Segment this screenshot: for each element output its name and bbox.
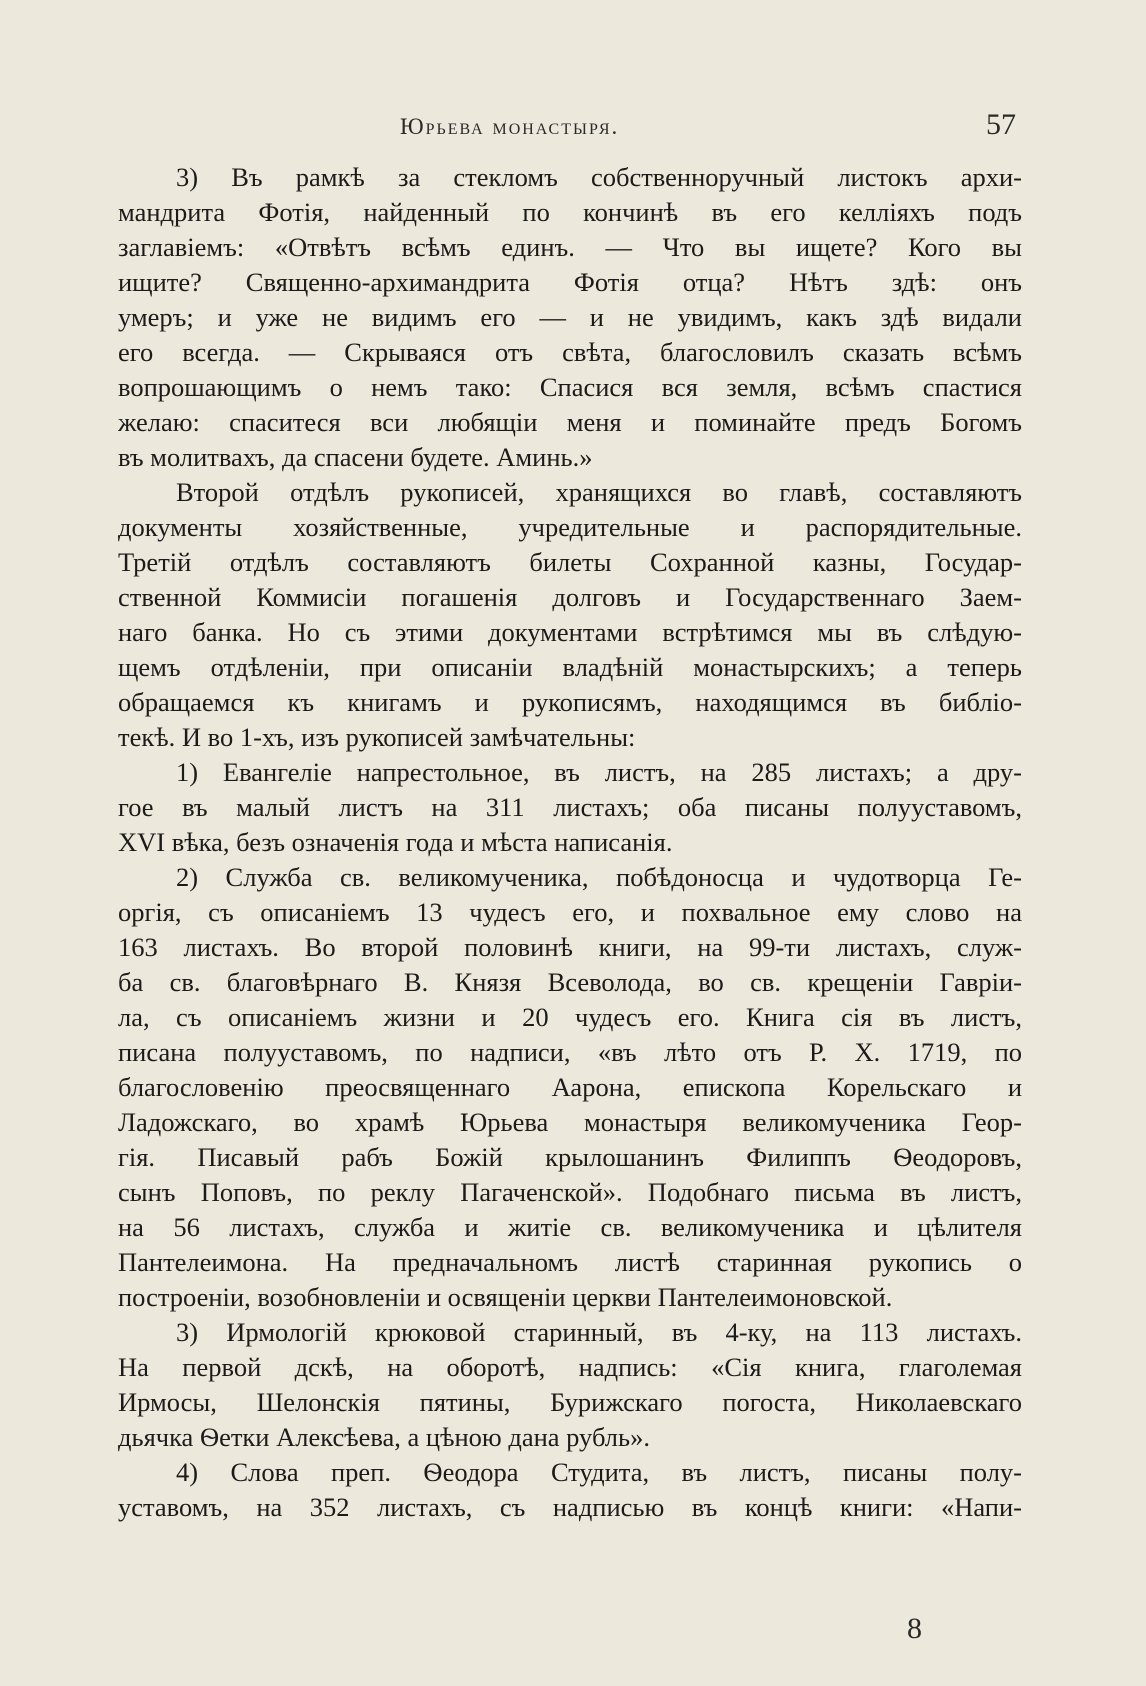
signature-mark: 8 <box>907 1612 922 1645</box>
page-number: 57 <box>986 108 1016 141</box>
text-line: гія. Писавый рабъ Божій крылошанинъ Филиппъ Ѳеодоровъ, <box>118 1142 1022 1172</box>
text-line: XVI вѣка, безъ означенія года и мѣста написанія. <box>118 827 673 857</box>
text-line: благословенію преосвященнаго Аарона, епископа Корельскаго и <box>118 1072 1022 1102</box>
text-line: въ молитвахъ, да спасени будете. Аминь.» <box>118 442 593 472</box>
text-line: Ирмосы, Шелонскія пятины, Бурижскаго погоста, Николаевскаго <box>118 1387 1022 1417</box>
text-line: 3) Въ рамкѣ за стекломъ собственноручный листокъ архи- <box>176 162 1022 192</box>
text-line: наго банка. Но съ этими документами встрѣтимся мы въ слѣдую- <box>118 617 1022 647</box>
text-line: ищите? Священно-архимандрита Фотія отца? Нѣтъ здѣ: онъ <box>118 267 1022 297</box>
text-line: На первой дскѣ, на оборотѣ, надпись: «Сія книга, глаголемая <box>118 1352 1022 1382</box>
text-line: заглавіемъ: «Отвѣтъ всѣмъ единъ. — Что вы ищете? Кого вы <box>118 232 1022 262</box>
text-line: документы хозяйственные, учредительные и распорядительные. <box>118 512 1022 542</box>
text-line: 4) Слова преп. Ѳеодора Студита, въ листъ, писаны полу- <box>176 1457 1022 1487</box>
text-line: на 56 листахъ, служба и житіе св. великомученика и цѣлителя <box>118 1212 1022 1242</box>
text-line: Второй отдѣлъ рукописей, хранящихся во главѣ, составляютъ <box>176 477 1022 507</box>
text-line: Третій отдѣлъ составляютъ билеты Сохранной казны, Государ- <box>118 547 1022 577</box>
text-line: вопрошающимъ о немъ тако: Спасися вся земля, всѣмъ спастися <box>118 372 1022 402</box>
text-line: писана полууставомъ, по надписи, «въ лѣто отъ Р. Х. 1719, по <box>118 1037 1022 1067</box>
text-line: мандрита Фотія, найденный по кончинѣ въ его келліяхъ подъ <box>118 197 1022 227</box>
text-line: 2) Служба св. великомученика, побѣдоносца и чудотворца Ге- <box>176 862 1022 892</box>
text-line: гое въ малый листъ на 311 листахъ; оба писаны полууставомъ, <box>118 792 1022 822</box>
page-body <box>118 160 1022 1525</box>
text-line: желаю: спаситеся вси любящіи меня и поминайте предъ Богомъ <box>118 407 1022 437</box>
running-head: Юрьева монастыря. <box>400 114 620 139</box>
page-header <box>0 108 1146 148</box>
text-line: Пантелеимона. На предначальномъ листѣ старинная рукопись о <box>118 1247 1022 1277</box>
text-line: Ладожскаго, во храмѣ Юрьева монастыря великомученика Геор- <box>118 1107 1022 1137</box>
text-line: ла, съ описаніемъ жизни и 20 чудесъ его. Книга сія въ листъ, <box>118 1002 1022 1032</box>
text-line: построеніи, возобновленіи и освященіи церкви Пантелеимоновской. <box>118 1282 893 1312</box>
text-line: уставомъ, на 352 листахъ, съ надписью въ концѣ книги: «Напи- <box>118 1492 1022 1522</box>
text-line: 3) Ирмологій крюковой старинный, въ 4-ку, на 113 листахъ. <box>176 1317 1022 1347</box>
text-line: умеръ; и уже не видимъ его — и не увидимъ, какъ здѣ видали <box>118 302 1022 332</box>
text-line: щемъ отдѣленіи, при описаніи владѣній монастырскихъ; а теперь <box>118 652 1022 682</box>
text-line: текѣ. И во 1-хъ, изъ рукописей замѣчательны: <box>118 722 636 752</box>
text-line: ственной Коммисіи погашенія долговъ и Государственнаго Заем- <box>118 582 1022 612</box>
text-line: ба св. благовѣрнаго В. Князя Всеволода, во св. крещеніи Гавріи- <box>118 967 1022 997</box>
text-line: обращаемся къ книгамъ и рукописямъ, находящимся въ библіо- <box>118 687 1022 717</box>
text-line: его всегда. — Скрываяся отъ свѣта, благословилъ сказать всѣмъ <box>118 337 1022 367</box>
text-line: дьячка Ѳетки Алексѣева, а цѣною дана рубль». <box>118 1422 650 1452</box>
text-line: 163 листахъ. Во второй половинѣ книги, на 99-ти листахъ, служ- <box>118 932 1022 962</box>
text-line: оргія, съ описаніемъ 13 чудесъ его, и похвальное ему слово на <box>118 897 1022 927</box>
text-line: сынъ Поповъ, по реклу Пагаченской». Подобнаго письма въ листъ, <box>118 1177 1022 1207</box>
text-line: 1) Евангеліе напрестольное, въ листъ, на 285 листахъ; а дру- <box>176 757 1022 787</box>
